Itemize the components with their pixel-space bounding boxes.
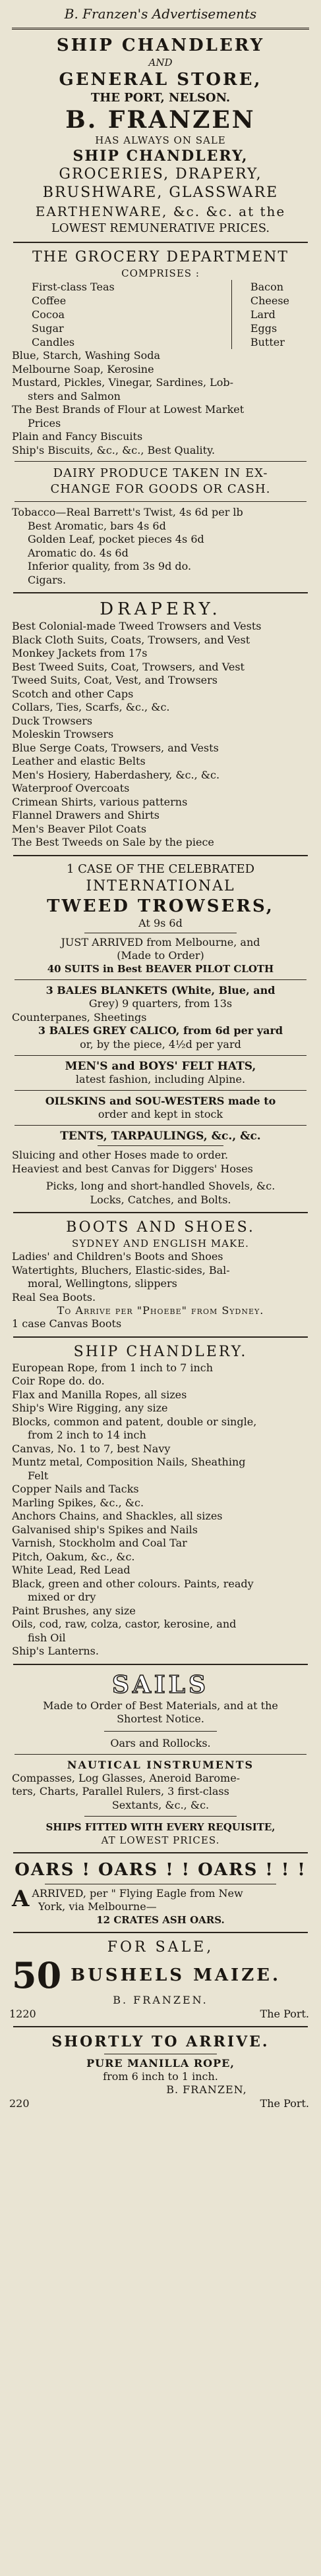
list-item: Aromatic do. 4s 6d [28,546,129,559]
list-item: 1 case Canvas Boots [12,1317,122,1330]
divider [15,1090,306,1091]
oars-arrived-line: ARRIVED, per " Flying Eagle from New [32,1887,243,1900]
franzen-name: B. FRANZEN [65,106,256,134]
ship-chandlery-heading: SHIP CHANDLERY [56,36,265,55]
list-item: Muntz metal, Composition Nails, Sheathing [12,1456,246,1468]
general-store-heading: GENERAL STORE, [59,70,262,90]
list-item: sters and Salmon [28,389,121,402]
list-item: Blocks, common and patent, double or single, [12,1415,257,1428]
sails-line: Shortest Notice. [117,1712,204,1725]
list-item: Collars, Ties, Scarfs, &c., &c. [12,701,170,713]
boots-list [5,1250,316,1304]
list-item: Best Tweed Suits, Coat, Trowsers, and Vest [12,660,245,673]
list-item: 3 BALES GREY CALICO, from 6d per yard [38,1024,283,1037]
list-item: Waterproof Overcoats [12,782,130,794]
grocery-section [5,248,316,457]
manilla-footer [5,2096,316,2110]
and-text: AND [148,57,173,69]
tents-heading: TENTS, TARPAULINGS, &c., &c. [60,1130,261,1143]
manilla-line: PURE MANILLA ROPE, [86,2057,235,2069]
list-item: Bacon [250,281,284,293]
list-item: Ship's Lanterns. [12,1645,99,1657]
list-item: Flannel Drawers and Shirts [12,809,160,821]
list-item: ters, Charts, Parallel Rulers, 3 first-class [12,1785,229,1797]
divider [13,2026,308,2027]
manilla-signer: B. FRANZEN, [166,2083,247,2096]
ships-fitted-line: SHIPS FITTED WITH EVERY REQUISITE, [45,1821,276,1833]
list-item: Black, green and other colours. Paints, ready [12,1577,254,1590]
hats-line: latest fashion, including Alpine. [75,1073,246,1085]
boots-section [5,1219,316,1331]
list-item: from 2 inch to 14 inch [28,1429,146,1441]
list-item: Crimean Shirts, various patterns [12,795,188,808]
list-item: Ship's Wire Rigging, any size [12,1402,168,1414]
list-item: Varnish, Stockholm and Coal Tar [12,1537,187,1549]
sails-line: Made to Order of Best Materials, and at the [43,1699,278,1712]
divider [15,461,306,462]
oars-rollocks-text: Oars and Rollocks. [110,1736,211,1749]
list-item: Ship's Biscuits, &c., &c., Best Quality. [12,443,216,456]
grocery-list [5,349,316,457]
list-item: Monkey Jackets from 17s [12,647,148,659]
oars-advertisement [5,1859,316,1927]
ship-chandlery-subheading: SHIP CHANDLERY, [73,148,248,165]
list-item: Sugar [32,322,64,335]
list-item: Paint Brushes, any size [12,1604,136,1617]
list-item: Cheese [250,294,289,307]
ad-place: The Port. [260,2008,309,2020]
list-item: Compasses, Log Glasses, Aneroid Barome- [12,1771,241,1784]
divider [13,1852,308,1853]
divider [13,592,308,593]
drapery-list [5,620,316,850]
blankets-list [5,984,316,1052]
ad-place: The Port. [260,2097,309,2110]
sails-section [5,1670,316,1750]
manilla-advertisement [5,2033,316,2110]
maize-row [5,1954,316,1996]
list-item: Oils, cod, raw, colza, castor, kerosine, and [12,1618,237,1630]
list-item: Prices [28,416,61,429]
divider [13,1664,308,1665]
dairy-line: CHANGE FOR GOODS OR CASH. [50,482,271,496]
has-always-text: HAS ALWAYS ON SALE [95,134,226,146]
divider [13,855,308,856]
sails-heading: SAILS [111,1670,210,1699]
list-item: Lard [250,308,276,321]
list-item: Counterpanes, Sheetings [12,1010,147,1024]
list-item: Watertights, Bluchers, Elastic-sides, Bal- [12,1263,230,1276]
maize-footer [5,2007,316,2021]
hats-line: MEN'S and BOYS' FELT HATS, [65,1060,256,1073]
list-item: Real Sea Boots. [12,1290,96,1303]
list-item: Tweed Suits, Coat, Vest, and Trowsers [12,674,218,686]
ship-chandlery-section [5,1343,316,1658]
nautical-section [5,1759,316,1848]
list-item: Pitch, Oakum, &c., &c. [12,1550,135,1563]
list-item: The Best Brands of Flour at Lowest Market [12,403,245,416]
list-item: First-class Teas [32,281,115,293]
tweed-line: 1 CASE OF THE CELEBRATED [66,862,255,876]
ship-chandlery-list [5,1361,316,1658]
list-item: Galvanised ship's Spikes and Nails [12,1523,198,1536]
list-item: fish Oil [28,1631,66,1644]
divider [98,1145,223,1146]
main-advertisement [5,35,316,236]
tweed-line: JUST ARRIVED from Melbourne, and [61,935,260,948]
manilla-line: from 6 inch to 1 inch. [103,2070,218,2083]
list-item: Inferior quality, from 3s 9d do. [28,560,192,572]
maize-signer: B. FRANZEN. [113,1994,208,2006]
location-text: THE PORT, NELSON. [90,91,231,105]
oilskins-line: OILSKINS and SOU-WESTERS made to [45,1095,276,1107]
list-item: The Best Tweeds on Sale by the piece [12,836,214,848]
item-line: LOWEST REMUNERATIVE PRICES. [51,221,270,235]
list-item: Felt [28,1469,49,1482]
list-item: Ladies' and Children's Boots and Shoes [12,1250,223,1263]
list-item: Mustard, Pickles, Vinegar, Sardines, Lob- [12,376,234,389]
list-item: Sluicing and other Hoses made to order. [12,1149,229,1161]
divider [13,1932,308,1933]
oars-arrived-text [5,1887,316,1927]
list-item: Cigars. [28,573,67,586]
maize-advertisement [5,1938,316,2021]
list-item: Plain and Fancy Biscuits [12,430,143,443]
list-item: Tobacco—Real Barrett's Twist, 4s 6d per lb [12,506,243,518]
ad-code: 1220 [9,2008,36,2020]
list-item: Sextants, &c., &c. [111,1798,210,1811]
boots-heading: BOOTS AND SHOES. [66,1219,255,1236]
list-item: Coir Rope do. do. [12,1375,105,1387]
grocery-heading: THE GROCERY DEPARTMENT [32,249,289,265]
ad-code: 220 [9,2097,30,2110]
drapery-section [5,599,316,850]
grocery-right-column [231,280,289,349]
divider [12,28,309,30]
grocery-left-column [32,280,115,349]
comprises-text: COMPRISES : [121,267,200,279]
item-line: BRUSHWARE, GLASSWARE [42,184,279,201]
item-line: GROCERIES, DRAPERY, [59,166,262,182]
nautical-heading: NAUTICAL INSTRUMENTS [67,1758,254,1771]
list-item: Men's Hosiery, Haberdashery, &c., &c. [12,768,220,781]
drapery-heading: DRAPERY. [100,599,221,619]
list-item: Butter [250,336,285,348]
oilskins-section [5,1095,316,1121]
advertisement-page [5,0,316,2110]
oars-heading: OARS ! OARS ! ! OARS ! ! ! [15,1860,306,1880]
divider [13,1336,308,1338]
list-item: Men's Beaver Pilot Coats [12,822,147,835]
list-item: Picks, long and short-handled Shovels, &c. [45,1180,276,1192]
item-line: EARTHENWARE, &c. &c. at the [35,204,286,219]
list-item: Coffee [32,294,67,307]
tweed-trowsers-heading: TWEED TROWSERS, [47,896,274,916]
boots-subheading: SYDNEY AND ENGLISH MAKE. [72,1238,249,1249]
dairy-line: DAIRY PRODUCE TAKEN IN EX- [53,466,268,480]
divider [15,501,306,502]
list-item: 3 BALES BLANKETS (White, Blue, and [45,983,276,997]
maize-text: BUSHELS MAIZE. [71,1965,281,1985]
list-item: Locks, Catches, and Bolts. [90,1193,231,1206]
drop-cap: A [12,1886,30,1912]
advertisements-header: B. Franzen's Advertisements [64,6,257,22]
list-item: Eggs [250,322,277,335]
oilskins-line: order and kept in stock [98,1108,223,1120]
list-item: Heaviest and best Canvas for Diggers' Hoses [12,1162,253,1175]
divider [15,1125,306,1126]
list-item: Best Aromatic, bars 4s 6d [28,519,166,532]
divider [15,1754,306,1755]
divider [84,1816,237,1817]
list-item: Scotch and other Caps [12,687,134,700]
list-item: Marling Spikes, &c., &c. [12,1496,144,1509]
list-item: Grey) 9 quarters, from 13s [88,997,233,1010]
boots-arrive-text: To Arrive per "Phoebe" from Sydney. [57,1304,264,1317]
maize-quantity: 50 [12,1954,62,1996]
list-item: Canvas, No. 1 to 7, best Navy [12,1442,171,1455]
list-item: Golden Leaf, pocket pieces 4s 6d [28,533,204,545]
list-item: European Rope, from 1 inch to 7 inch [12,1361,214,1374]
grocery-columns [5,280,316,349]
list-item: Anchors Chains, and Shackles, all sizes [12,1510,223,1522]
divider [15,1055,306,1056]
ships-fitted-line: AT LOWEST PRICES. [101,1834,220,1846]
tweed-section [5,862,316,975]
oars-arrived-line: York, via Melbourne— [38,1900,157,1913]
tweed-price: At 9s 6d [138,916,183,929]
tweed-line: INTERNATIONAL [86,877,235,894]
dairy-section [5,466,316,497]
list-item: Moleskin Trowsers [12,728,114,740]
list-item: Blue Serge Coats, Trowsers, and Vests [12,741,219,754]
list-item: Cocoa [32,308,65,321]
list-item: Candles [32,336,75,348]
list-item: moral, Wellingtons, slippers [28,1277,177,1290]
divider [15,979,306,980]
list-item: Black Cloth Suits, Coats, Trowsers, and Vest [12,633,250,646]
boots-canvas-list [5,1317,316,1331]
hats-section [5,1060,316,1086]
tents-list [5,1149,316,1207]
ship-chandlery-list-heading: SHIP CHANDLERY. [73,1343,248,1360]
divider [13,242,308,243]
list-item: Blue, Starch, Washing Soda [12,349,161,362]
tobacco-list [5,506,316,587]
oars-crates-line: 12 CRATES ASH OARS. [96,1914,225,1926]
list-item: Duck Trowsers [12,714,93,727]
list-item: Melbourne Soap, Kerosine [12,362,154,375]
nautical-list [5,1772,316,1813]
list-item: or, by the piece, 4½d per yard [80,1037,241,1051]
list-item: mixed or dry [28,1591,96,1603]
divider [13,1212,308,1213]
shortly-arrive-heading: SHORTLY TO ARRIVE. [51,2033,270,2050]
list-item: Flax and Manilla Ropes, all sizes [12,1388,187,1401]
divider [104,1731,217,1732]
list-item: White Lead, Red Lead [12,1564,131,1576]
list-item: Copper Nails and Tacks [12,1483,139,1495]
for-sale-heading: FOR SALE, [107,1939,214,1956]
list-item: Best Colonial-made Tweed Trowsers and Vests [12,620,262,632]
tweed-line: 40 SUITS in Best BEAVER PILOT CLOTH [47,962,274,975]
tweed-line: (Made to Order) [117,948,204,962]
list-item: Leather and elastic Belts [12,755,146,767]
tents-section [5,1130,316,1207]
